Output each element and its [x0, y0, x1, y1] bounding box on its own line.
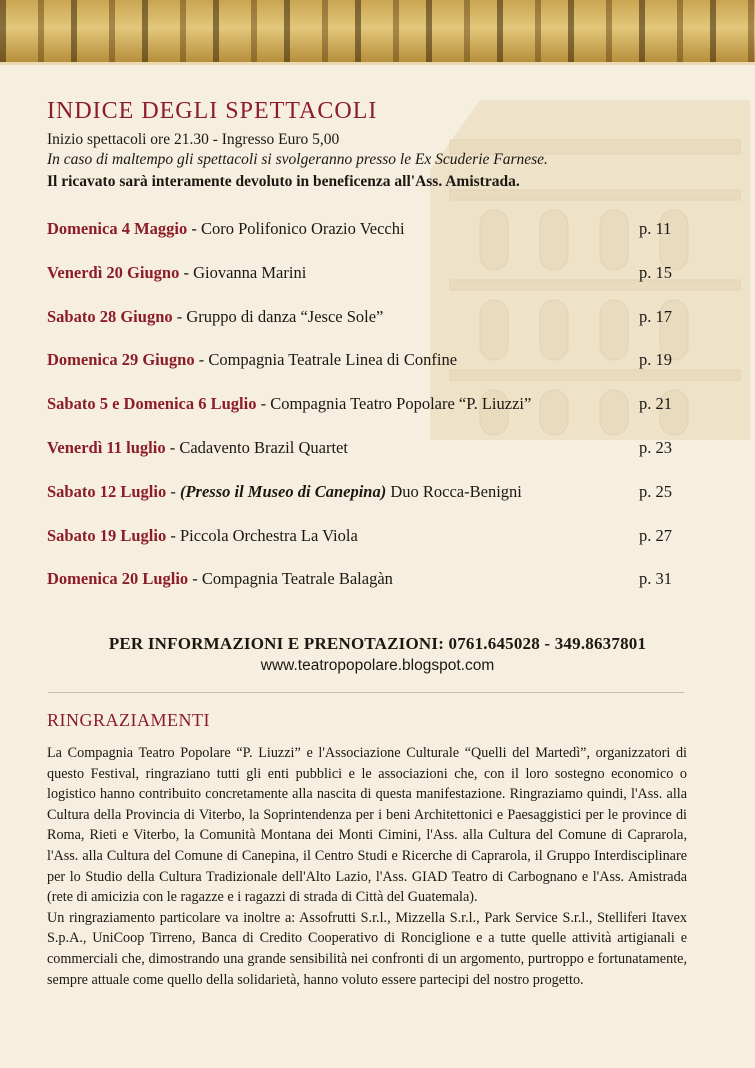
- event-page-number: p. 27: [639, 525, 672, 545]
- event-date: Sabato 28 Giugno: [47, 306, 173, 326]
- event-item: [47, 219, 687, 263]
- event-performer: Compagnia Teatrale Linea di Confine: [208, 350, 458, 370]
- event-item: [47, 438, 687, 482]
- event-performer: Coro Polifonico Orazio Vecchi: [200, 219, 405, 238]
- event-page-number: p. 19: [639, 350, 672, 370]
- charity-note: Il ricavato sarà interamente devoluto in beneficenza all'Ass. Amistrada.: [47, 173, 520, 190]
- event-item: [47, 307, 687, 351]
- index-title: INDICE DEGLI SPETTACOLI: [47, 98, 378, 124]
- event-venue-note: (Presso il Museo di Canepina): [179, 481, 387, 501]
- bad-weather-note: In caso di maltempo gli spettacoli si svolgeranno presso le Ex Scuderie Farnese.: [47, 151, 548, 168]
- event-date: Domenica 29 Giugno: [47, 350, 195, 370]
- event-separator: -: [166, 525, 180, 545]
- contact-heading: PER INFORMAZIONI E PRENOTAZIONI: 0761.645028 - 349.8637801: [108, 634, 647, 653]
- event-page-number: p. 21: [639, 394, 672, 414]
- event-item: [47, 394, 687, 438]
- event-page-number: p. 25: [639, 481, 672, 501]
- event-date: Venerdì 11 luglio: [47, 437, 166, 457]
- event-list: [47, 219, 687, 613]
- event-separator: -: [256, 394, 271, 414]
- section-divider: [48, 692, 684, 693]
- event-item: [47, 569, 687, 613]
- event-separator: -: [172, 306, 187, 326]
- event-date: Sabato 19 Luglio: [47, 525, 167, 545]
- event-performer: Giovanna Marini: [193, 262, 307, 282]
- event-page-number: p. 11: [639, 219, 672, 238]
- event-date: Sabato 12 Luglio: [47, 481, 167, 501]
- event-separator: -: [188, 569, 202, 589]
- show-time-info: Inizio spettacoli ore 21.30 - Ingresso Euro 5,00: [47, 131, 340, 148]
- thanks-paragraph: La Compagnia Teatro Popolare “P. Liuzzi” e l'Associazione Culturale “Quelli del Martedì”, organizzatori di questo Festival, ringraziano tutti gli enti pubblici e le associazioni che, con il loro sostegno economico o logistico hanno contribuito concretamente alla nascita di questa manifestazione. Ringraziamo quindi, l'Ass. alla Cultura della Provincia di Viterbo, la Soprintendenza per i beni Architettonici e Paesaggistici per le province di Roma, Rieti e Viterbo, la Comunità Montana dei Monti Cimini, l'Ass. alla Cultura del Comune di Caprarola, l'Ass. alla Cultura del Comune di Canepina, il Centro Studi e Ricerche di Caprarola, il Gruppo Interdisciplinare per lo Studio della Cultura Tradizionale dell'Alto Lazio, l'Ass. GIAD Teatro di Carbognano e l'Ass. Amistrada (rete di amicizia con le ragazze e i ragazzi di strada di Città del Guatemala).: [47, 745, 687, 906]
- event-item: [47, 526, 687, 570]
- event-performer: Piccola Orchestra La Viola: [179, 525, 358, 545]
- event-page-number: p. 15: [639, 262, 672, 282]
- event-performer: Compagnia Teatrale Balagàn: [201, 569, 393, 589]
- event-item: [47, 350, 687, 394]
- event-performer: Gruppo di danza “Jesce Sole”: [186, 306, 384, 326]
- event-page-number: p. 23: [639, 437, 672, 457]
- website-link[interactable]: www.teatropopolare.blogspot.com: [260, 657, 495, 674]
- event-date: Domenica 20 Luglio: [47, 569, 189, 589]
- thanks-body: [47, 743, 687, 990]
- event-item: [47, 263, 687, 307]
- thanks-title: RINGRAZIAMENTI: [47, 710, 210, 730]
- event-page-number: p. 17: [639, 306, 672, 326]
- event-performer: Duo Rocca-Benigni: [386, 481, 522, 501]
- event-separator: -: [187, 219, 201, 238]
- event-item: [47, 482, 687, 526]
- event-performer: Cadavento Brazil Quartet: [179, 437, 348, 457]
- event-separator: -: [165, 437, 180, 457]
- event-performer: Compagnia Teatro Popolare “P. Liuzzi”: [270, 394, 532, 414]
- event-date: Sabato 5 e Domenica 6 Luglio: [47, 394, 257, 414]
- event-separator: -: [166, 481, 180, 501]
- event-date: Domenica 4 Maggio: [47, 219, 188, 238]
- event-date: Venerdì 20 Giugno: [47, 262, 180, 282]
- event-page-number: p. 31: [639, 569, 672, 589]
- event-separator: -: [179, 262, 194, 282]
- thanks-paragraph: Un ringraziamento particolare va inoltre a: Assofrutti S.r.l., Mizzella S.r.l., Park Service S.r.l., Stelliferi Itavex S.p.A., UniCoop Tirreno, Banca di Credito Cooperativo di Ronciglione e a tutte quelle attività artigianali e commerciali che, dimostrando una grande sensibilità nei confronti di un argomento, purtroppo e fortunatamente, sempre attuale come quello della solidarietà, hanno voluto essere partecipi del nostro progetto.: [47, 909, 687, 988]
- event-separator: -: [194, 350, 209, 370]
